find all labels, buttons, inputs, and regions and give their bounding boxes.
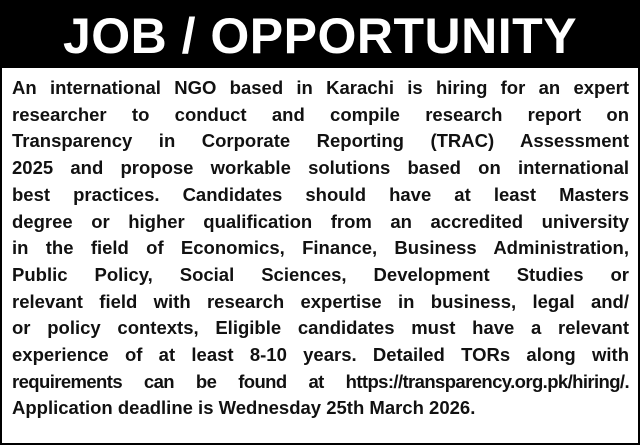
ad-line-1: An international NGO based in Karachi is hiring for an expert — [12, 77, 629, 98]
ad-line-5: best practices. Candidates should have at least Masters — [12, 183, 629, 205]
ad-line-2: researcher to conduct and compile research report on — [12, 103, 629, 125]
ad-line-8: Public Policy, Social Sciences, Development Studies or — [12, 263, 629, 285]
ad-line-13: Application deadline is Wednesday 25th March 2026. — [12, 397, 476, 419]
ad-line-9: relevant field with research expertise in business, legal and/ — [12, 290, 629, 312]
ad-line-4: 2025 and propose workable solutions based on international — [12, 157, 629, 179]
ad-body — [2, 75, 638, 422]
ad-line-7: in the field of Economics, Finance, Business Administration, — [12, 237, 629, 259]
ad-line-6: degree or higher qualification from an accredited university — [12, 210, 629, 232]
ad-line-10: or policy contexts, Eligible candidates must have a relevant — [12, 317, 629, 339]
ad-title: JOB / OPPORTUNITY — [62, 8, 578, 64]
ad-line-11: experience of at least 8-10 years. Detailed TORs along with — [12, 344, 629, 366]
ad-header — [2, 2, 638, 68]
ad-line-3: Transparency in Corporate Reporting (TRAC) Assessment — [12, 130, 629, 152]
ad-line-12: requirements can be found at https://transparency.org.pk/hiring/. — [12, 370, 629, 392]
